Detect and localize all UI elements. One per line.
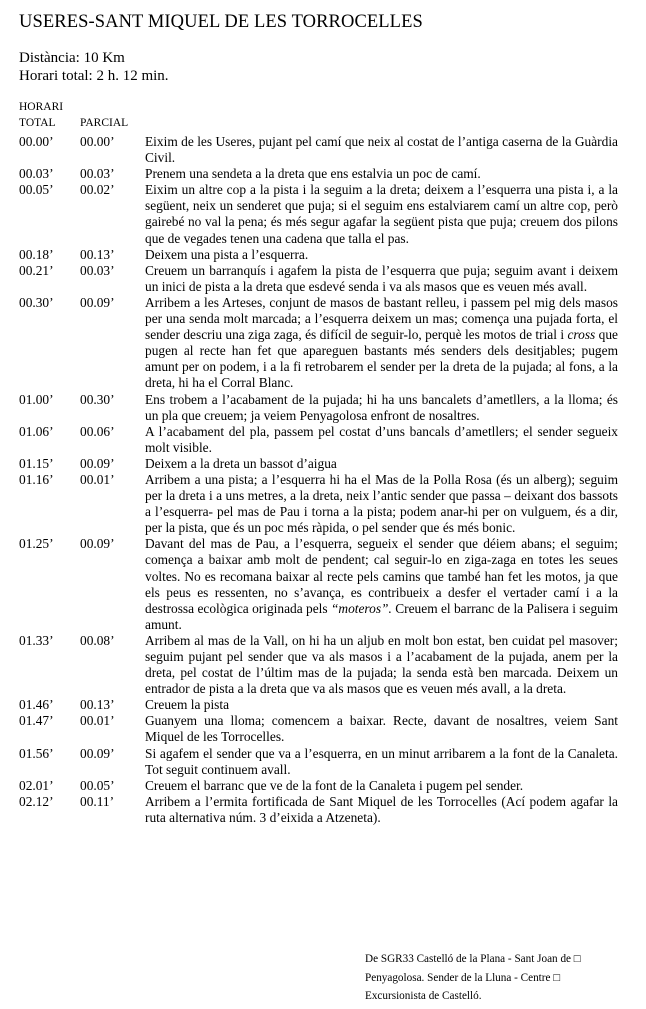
itinerary-row: [19, 633, 621, 697]
itinerary-table: [19, 134, 621, 826]
itinerary-row: [19, 794, 621, 826]
itinerary-row: [19, 295, 621, 392]
total-time-cell: 02.12’: [19, 793, 54, 809]
header-total: TOTAL: [19, 117, 56, 129]
total-time-cell: 01.33’: [19, 632, 54, 648]
itinerary-row: [19, 778, 621, 794]
partial-time-cell: 00.09’: [80, 536, 115, 552]
total-time-cell: 00.18’: [19, 246, 54, 262]
itinerary-row: [19, 713, 621, 745]
total-time-cell: 02.01’: [19, 777, 54, 793]
total-time-cell: 01.56’: [19, 745, 54, 761]
partial-time-cell: 00.11’: [80, 793, 115, 809]
source-credit: [365, 950, 641, 1006]
itinerary-row: [19, 746, 621, 778]
total-time-cell: 01.15’: [19, 455, 54, 471]
partial-time-cell: 00.05’: [80, 777, 115, 793]
partial-time-cell: 00.01’: [80, 713, 115, 729]
header-horari: HORARI: [19, 101, 64, 113]
credit-line: De SGR33 Castelló de la Plana - Sant Joan de □: [365, 953, 581, 965]
partial-time-cell: 00.03’: [80, 262, 115, 278]
itinerary-row: [19, 536, 621, 633]
itinerary-row: [19, 456, 621, 472]
itinerary-row: [19, 182, 621, 246]
document-title: USERES-SANT MIQUEL DE LES TORROCELLES: [19, 12, 423, 32]
total-time-cell: 01.47’: [19, 713, 54, 729]
partial-time-cell: 00.13’: [80, 246, 115, 262]
credit-line: Excursionista de Castelló.: [365, 990, 482, 1002]
itinerary-row: [19, 263, 621, 295]
partial-time-cell: 00.02’: [80, 182, 115, 198]
description-text: Davant del mas de Pau, a l’esquerra, segueix el sender que déiem abans; el seguim; comença a baixar amb molt de pendent; cal seguir-lo en ziga-zaga en totes les seues voltes. No es recomana baixar al recte pels camins que també han fet les motos, ja que els peus es ressenten, no s’avança, es contribueix a desfer el vertader camí i a la destrossa ecològica originada pels: [145, 536, 618, 616]
description-cell: Creuem un barranquís i agafem la pista de l’esquerra que puja; seguim avant i deixem un inici de pista a la dreta que esdevé senda i va als masos que es veuen més avall.: [145, 262, 618, 294]
total-time-line: Horari total: 2 h. 12 min.: [19, 68, 169, 84]
italic-text: “moteros”.: [330, 600, 392, 616]
credit-line: Penyagolosa. Sender de la Lluna - Centre □: [365, 971, 561, 984]
italic-text: cross: [567, 327, 596, 343]
partial-time-cell: 00.30’: [80, 391, 115, 407]
total-time-cell: 01.00’: [19, 391, 54, 407]
itinerary-row: [19, 472, 621, 536]
partial-time-cell: 00.09’: [80, 294, 115, 310]
itinerary-row: [19, 247, 621, 263]
itinerary-row: [19, 134, 621, 166]
description-cell: Deixem una pista a l’esquerra.: [145, 246, 309, 262]
partial-time-cell: 00.03’: [80, 166, 115, 182]
total-time-cell: 01.25’: [19, 536, 54, 552]
itinerary-row: [19, 424, 621, 456]
description-cell: Deixem a la dreta un bassot d’aigua: [145, 455, 337, 471]
description-cell: [145, 536, 618, 633]
description-cell: Creuem el barranc que ve de la font de la Canaleta i pugem pel sender.: [145, 777, 524, 793]
partial-time-cell: 00.00’: [80, 134, 115, 149]
itinerary-row: [19, 697, 621, 713]
total-time-cell: 01.16’: [19, 471, 54, 487]
total-time-cell: 00.05’: [19, 182, 54, 198]
partial-time-cell: 00.01’: [80, 471, 115, 487]
description-text: que pugen al recte han fet que apareguen bastants més senders dels desitjables; pugem amunt per on podem, i a la fi retrobarem el sender per la dreta de la pujada; al fons, a la dreta, hi ha el Corral Blanc.: [145, 327, 618, 391]
description-cell: [145, 295, 618, 392]
description-cell: Arribem a l’ermita fortificada de Sant Miquel de les Torrocelles (Ací podem agafar la ruta alternativa núm. 3 d’eixida a Atzeneta).: [145, 793, 618, 825]
partial-time-cell: 00.08’: [80, 632, 115, 648]
description-text: Arribem a les Arteses, conjunt de masos de bastant relleu, i passem pel mig dels masos per una senda molt marcada; a l’esquerra deixem un mas; comença una pujada forta, el sender descriu una ziga zaga, és difícil de seguir-lo, perquè les motos de trial i: [145, 294, 618, 343]
partial-time-cell: 00.09’: [80, 745, 115, 761]
partial-time-cell: 00.06’: [80, 423, 115, 439]
description-cell: Prenem una sendeta a la dreta que ens estalvia un poc de camí.: [145, 166, 481, 182]
description-cell: Arribem al mas de la Vall, on hi ha un aljub en molt bon estat, ben cuidat pel masover; seguim pujant pel sender que va als masos i a l’acabament de la pujada, anem per la dreta, pel costat de l’últim mas de la pujada; la senda està ben marcada. Deixem un entrador de pista a la dreta que va als masos que es veuen més avall, a la dreta.: [145, 632, 618, 697]
itinerary-row: [19, 392, 621, 424]
total-time-cell: 00.21’: [19, 262, 54, 278]
itinerary-row: [19, 166, 621, 182]
description-cell: Arribem a una pista; a l’esquerra hi ha el Mas de la Polla Rosa (és un alberg); seguim per la dreta i a uns metres, a la dreta, neix l’antic sender que passa – deixant dos bassots a l’esquerra- pel mas de Pau i torna a la pista; podem anar-hi per on vulguem, és a dir, per la pista, que és un poc més ràpida, o pel sender que és més bonic.: [145, 471, 618, 536]
description-cell: Creuem la pista: [145, 697, 230, 713]
description-cell: Eixim de les Useres, pujant pel camí que neix al costat de l’antiga caserna de la Guàrdia Civil.: [145, 134, 618, 166]
description-text: Creuem el barranc de la Palisera i seguim amunt.: [145, 600, 618, 632]
total-time-cell: 00.00’: [19, 134, 54, 149]
partial-time-cell: 00.13’: [80, 697, 115, 713]
description-cell: Si agafem el sender que va a l’esquerra, en un minut arribarem a la font de la Canaleta. Tot seguit continuem avall.: [145, 745, 618, 777]
description-cell: Ens trobem a l’acabament de la pujada; hi ha uns bancalets d’ametllers, a la lloma; és un pla que creuem; ja veiem Penyagolosa enfront de nosaltres.: [145, 391, 618, 423]
description-cell: A l’acabament del pla, passem pel costat d’uns bancals d’ametllers; el sender segueix molt visible.: [145, 423, 618, 455]
description-cell: Guanyem una lloma; comencem a baixar. Recte, davant de nosaltres, veiem Sant Miquel de les Torrocelles.: [145, 713, 618, 745]
total-time-cell: 00.03’: [19, 166, 54, 182]
header-parcial: PARCIAL: [80, 117, 129, 129]
route-summary: [19, 49, 169, 85]
total-time-cell: 01.46’: [19, 697, 54, 713]
description-cell: Eixim un altre cop a la pista i la seguim a la dreta; deixem a l’esquerra una pista i, a la següent, neix un senderet que puja; si el seguim ens estalviarem camí un altre cop, però gairebé no val la pena; és més segur agafar la següent pista que puja; creuem dos pilons que de vegades tenen una cadena que talla el pas.: [145, 182, 618, 246]
partial-time-cell: 00.09’: [80, 455, 115, 471]
total-time-cell: 01.06’: [19, 423, 54, 439]
total-time-cell: 00.30’: [19, 294, 54, 310]
distance-line: Distància: 10 Km: [19, 50, 125, 66]
